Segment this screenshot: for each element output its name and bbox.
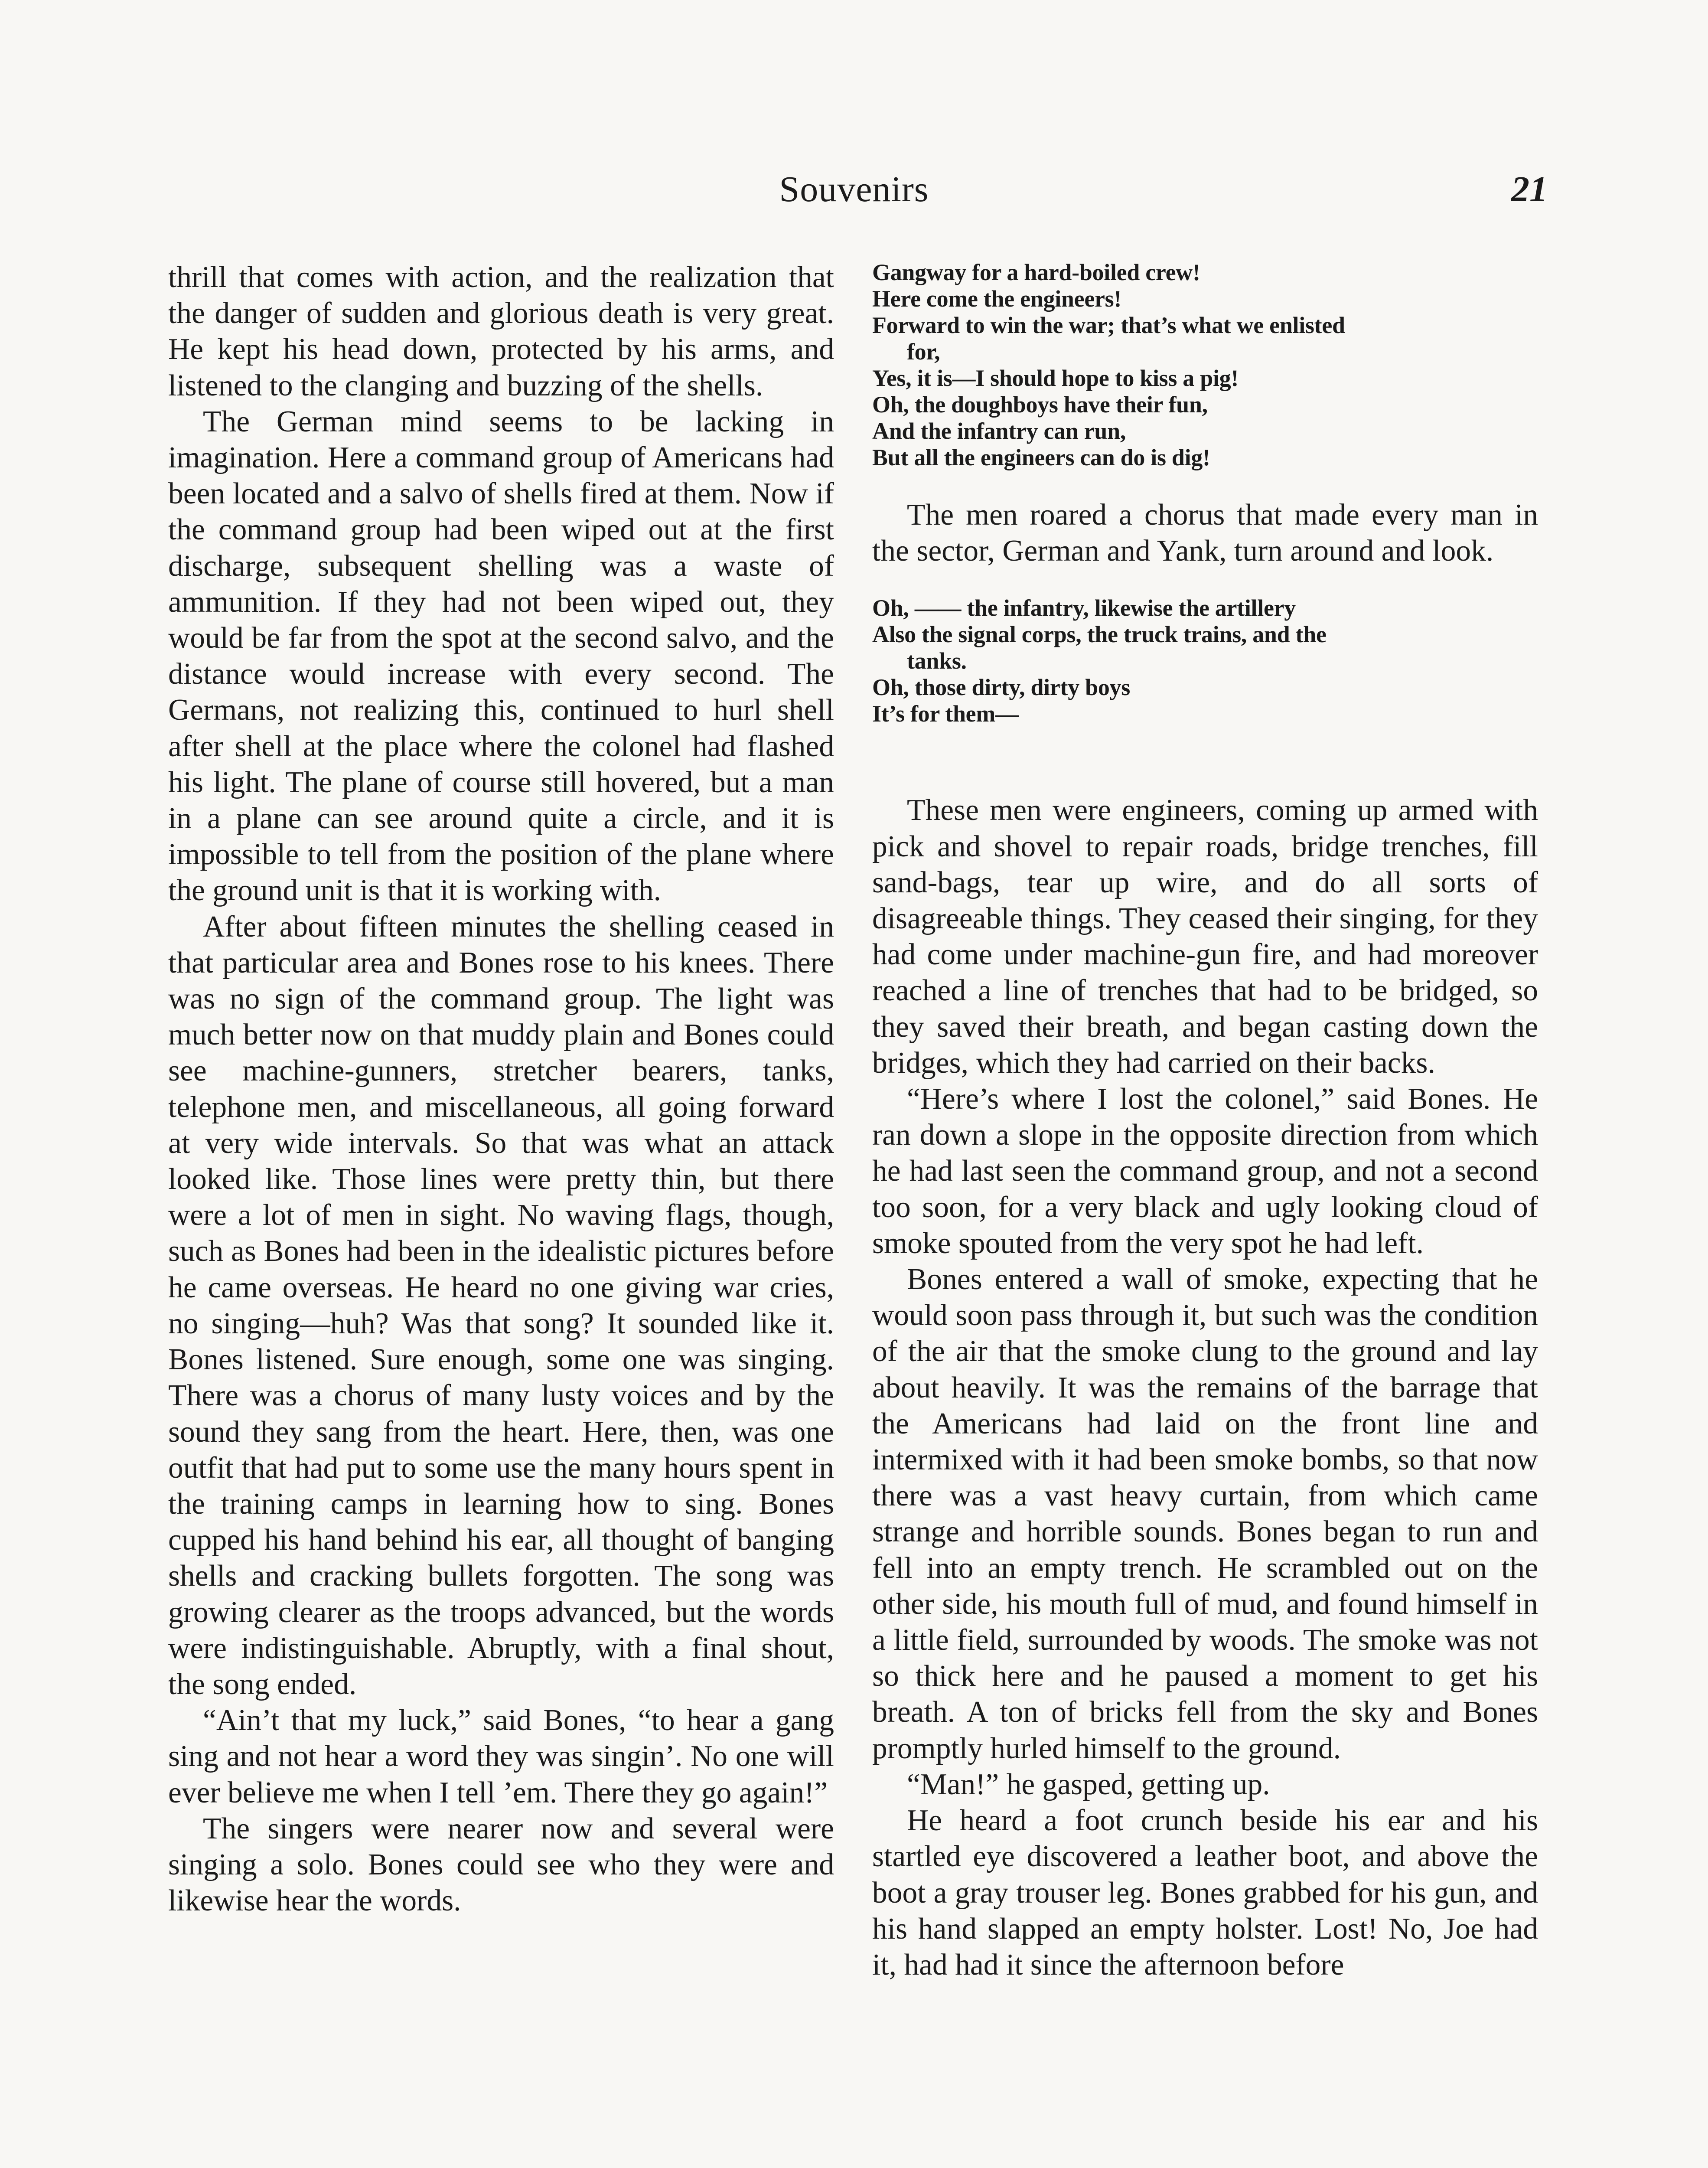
paragraph: He heard a foot crunch beside his ear and his startled eye discovered a leather boot, and above the boot a gray trouser leg. Bones grabbed for his gun, and his hand slapped an empty holster. Lost! No, Joe had it, had had it since the afternoon before — [872, 1804, 1538, 1982]
song-verse — [872, 595, 1538, 727]
verse-line: Gangway for a hard-boiled crew! — [872, 259, 1200, 285]
verse-line: Here come the engineers! — [872, 286, 1122, 312]
running-header-title: Souvenirs — [779, 169, 929, 209]
verse-line: Oh, those dirty, dirty boys — [872, 674, 1130, 701]
page-number: 21 — [1511, 169, 1548, 209]
verse-line: Yes, it is—I should hope to kiss a pig! — [872, 365, 1239, 391]
paragraph: The German mind seems to be lacking in imagination. Here a command group of Americans had been located and a salvo of shells fired at them. Now if the command group had been wiped out at the first discharge, subsequent shelling was a waste of ammunition. If they had not been wiped out, they would be far from the spot at the second salvo, and the distance would increase with every second. The Germans, not realizing this, continued to hurl shell after shell at the place where the colonel had flashed his light. The plane of course still hovered, but a man in a plane can see around quite a circle, and it is impossible to tell from the position of the plane where the ground unit is that it is working with. — [168, 405, 834, 908]
verse-line: tanks. — [907, 648, 967, 674]
verse-line: It’s for them— — [872, 701, 1019, 727]
paragraph: The men roared a chorus that made every man in the sector, German and Yank, turn around and look. — [872, 498, 1538, 568]
verse-line: Also the signal corps, the truck trains, and the — [872, 621, 1327, 648]
verse-line: Forward to win the war; that’s what we enlisted — [872, 312, 1345, 338]
paragraph: After about fifteen minutes the shelling ceased in that particular area and Bones rose to his knees. There was no sign of the command group. The light was much better now on that muddy plain and Bones could see machine-gunners, stretcher bearers, tanks, telephone men, and miscellaneous, all going forward at very wide intervals. So that was what an attack looked like. Those lines were pretty thin, but there were a lot of men in sight. No waving flags, though, such as Bones had been in the idealistic pictures before he came overseas. He heard no one giving war cries, no singing—huh? Was that song? It sounded like it. Bones listened. Sure enough, some one was singing. There was a chorus of many lusty voices and by the sound they sang from the heart. Here, then, was one outfit that had put to some use the many hours spent in the training camps in learning how to sing. Bones cupped his hand behind his ear, all thought of banging shells and cracking bullets forgotten. The song was growing clearer as the troops advanced, but the words were indistinguishable. Abruptly, with a final shout, the song ended. — [168, 910, 834, 1701]
paragraph: The singers were nearer now and several were singing a solo. Bones could see who they were and likewise hear the words. — [168, 1812, 834, 1918]
verse-line: Oh, the doughboys have their fun, — [872, 392, 1208, 418]
paragraph: “Ain’t that my luck,” said Bones, “to hear a gang sing and not hear a word they was singin’. No one will ever believe me when I tell ’em. There they go again!” — [168, 1704, 834, 1809]
paragraph: These men were engineers, coming up armed with pick and shovel to repair roads, bridge trenches, fill sand-bags, tear up wire, and do all sorts of disagreeable things. They ceased their singing, for they had come under machine-gun fire, and had moreover reached a line of trenches that had to be bridged, so they saved their breath, and began casting down the bridges, which they had carried on their backs. — [872, 793, 1538, 1080]
song-verse — [872, 259, 1538, 471]
verse-line: And the infantry can run, — [872, 418, 1126, 444]
right-column — [872, 259, 1538, 1983]
paragraph: Bones entered a wall of smoke, expecting that he would soon pass through it, but such was the condition of the air that the smoke clung to the ground and lay about heavily. It was the remains of the barrage that the Americans had laid on the front line and intermixed with it had been smoke bombs, so that now there was a vast heavy curtain, from which came strange and horrible sounds. Bones began to run and fell into an empty trench. He scrambled out on the other side, his mouth full of mud, and found himself in a little field, surrounded by woods. The smoke was not so thick here and he paused a moment to get his breath. A ton of bricks fell from the sky and Bones promptly hurled himself to the ground. — [872, 1263, 1538, 1765]
paragraph: “Man!” he gasped, getting up. — [907, 1767, 1270, 1801]
verse-line: But all the engineers can do is dig! — [872, 444, 1210, 470]
verse-line: for, — [907, 339, 940, 365]
left-column — [168, 259, 834, 1919]
verse-line: Oh, —— the infantry, likewise the artillery — [872, 595, 1296, 621]
paragraph: thrill that comes with action, and the realization that the danger of sudden and glorious death is very great. He kept his head down, protected by his arms, and listened to the clanging and buzzing of the shells. — [168, 261, 834, 402]
paragraph: “Here’s where I lost the colonel,” said Bones. He ran down a slope in the opposite direction from which he had last seen the command group, and not a second too soon, for a very black and ugly looking cloud of smoke spouted from the very spot he had left. — [872, 1082, 1538, 1260]
